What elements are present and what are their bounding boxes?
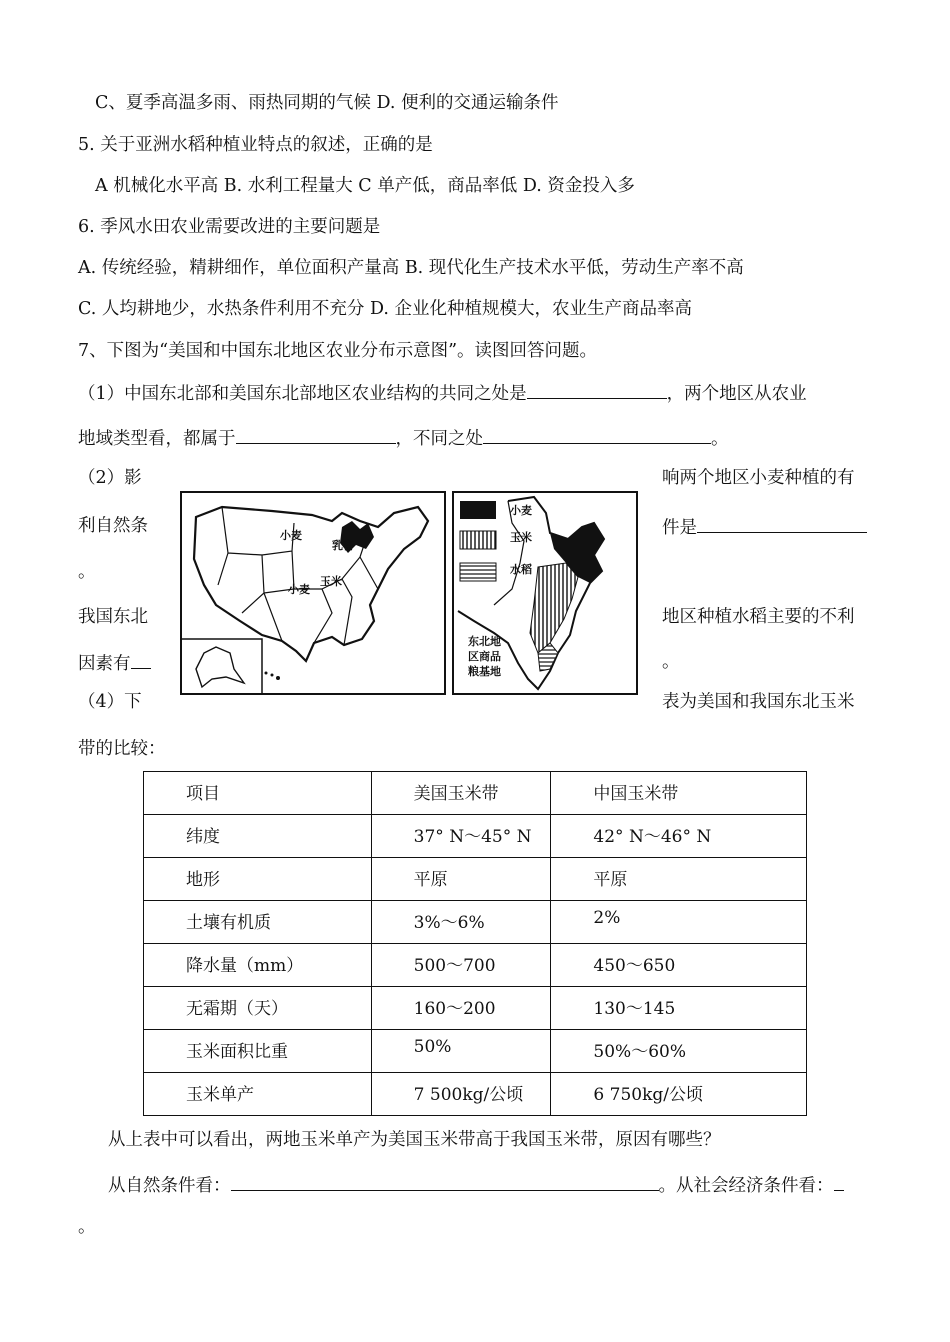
q6-options-ab: A. 传统经验，精耕细作，单位面积产量高 B. 现代化生产技术水平低，劳动生产率不高 <box>78 258 744 278</box>
table-cell: 130～145 <box>551 987 807 1030</box>
table-cell: 平原 <box>551 858 807 901</box>
q7-1-text-d: ，不同之处 <box>395 429 483 449</box>
cn-legend-corn: 玉米 <box>510 531 532 544</box>
table-header-cell: 中国玉米带 <box>551 772 807 815</box>
q7-3-left2-text: 因素有 <box>78 654 131 674</box>
answer-blank-social[interactable] <box>834 1172 844 1191</box>
q7-4-left: （4）下 <box>78 692 142 712</box>
q7-1-line2 <box>78 425 729 451</box>
table-cell: 500～700 <box>371 944 551 987</box>
table-cell: 土壤有机质 <box>144 901 372 944</box>
q7-3-end: 。 <box>662 652 680 672</box>
cn-caption-line3: 粮基地 <box>468 665 501 678</box>
us-label-dairy: 乳畜 <box>332 539 354 552</box>
q7-natural-label: 从自然条件看： <box>108 1176 231 1196</box>
q7-social-label: 。从社会经济条件看： <box>658 1176 834 1196</box>
answer-blank-wheat[interactable] <box>697 514 867 533</box>
q5-stem: 5. 关于亚洲水稻种植业特点的叙述，正确的是 <box>78 135 433 155</box>
q6-options-cd: C. 人均耕地少，水热条件利用不充分 D. 企业化种植规模大，农业生产商品率高 <box>78 299 692 319</box>
us-label-corn: 玉米 <box>320 575 342 588</box>
us-label-wheat-south: 小麦 <box>288 583 310 596</box>
answer-blank-type[interactable] <box>236 425 396 444</box>
table-cell: 地形 <box>144 858 372 901</box>
table-cell: 160～200 <box>371 987 551 1030</box>
table-header-cell: 美国玉米带 <box>371 772 551 815</box>
us-agriculture-map <box>180 491 446 695</box>
q7-4-cont: 带的比较： <box>78 739 166 759</box>
table-row <box>144 944 807 987</box>
q7-2-left2: 利自然条 <box>78 516 148 536</box>
table-row <box>144 815 807 858</box>
q7-3-left: 我国东北 <box>78 607 148 627</box>
q7-2-end: 。 <box>78 562 96 582</box>
table-cell: 7 500kg/公顷 <box>371 1073 551 1116</box>
q7-stem: 7、下图为“美国和中国东北地区农业分布示意图”。读图回答问题。 <box>78 341 598 361</box>
answer-blank-difference[interactable] <box>483 425 711 444</box>
q5-options: A 机械化水平高 B. 水利工程量大 C 单产低，商品率低 D. 资金投入多 <box>95 176 635 196</box>
table-cell: 450～650 <box>551 944 807 987</box>
q4-options-cd: C、夏季高温多雨、雨热同期的气候 D. 便利的交通运输条件 <box>95 93 559 113</box>
table-header-row <box>144 772 807 815</box>
q7-final: 。 <box>78 1217 96 1237</box>
q7-2-right1: 响两个地区小麦种植的有 <box>662 468 855 488</box>
q7-2-right2-text: 件是 <box>662 518 697 538</box>
q7-1-text-c: 地域类型看，都属于 <box>78 429 236 449</box>
table-row <box>144 987 807 1030</box>
table-cell: 玉米单产 <box>144 1073 372 1116</box>
table-cell: 50% <box>371 1030 551 1073</box>
corn-belt-comparison-table <box>143 771 807 1116</box>
q7-1-line1 <box>78 380 807 406</box>
table-cell: 无霜期（天） <box>144 987 372 1030</box>
q7-1-text-b: ，两个地区从农业 <box>666 384 807 404</box>
table-row <box>144 1030 807 1073</box>
q7-1-text-e: 。 <box>711 429 729 449</box>
table-cell: 2% <box>551 901 807 944</box>
q7-1-text-a: （1）中国东北部和美国东北部地区农业结构的共同之处是 <box>78 384 527 404</box>
us-label-wheat-north: 小麦 <box>280 529 302 542</box>
table-cell: 37° N～45° N <box>371 815 551 858</box>
q7-3-right: 地区种植水稻主要的不利 <box>662 607 855 627</box>
q7-3-left2 <box>78 650 151 676</box>
cn-northeast-map <box>452 491 638 695</box>
answer-blank-rice[interactable] <box>131 650 151 669</box>
table-cell: 平原 <box>371 858 551 901</box>
answer-blank-common[interactable] <box>527 380 667 399</box>
table-header-cell: 项目 <box>144 772 372 815</box>
q7-4-right: 表为美国和我国东北玉米 <box>662 692 855 712</box>
cn-caption-line2: 区商品 <box>468 650 501 663</box>
q7-2-left1: （2）影 <box>78 468 142 488</box>
table-cell: 6 750kg/公顷 <box>551 1073 807 1116</box>
q7-followup: 从上表中可以看出，两地玉米单产为美国玉米带高于我国玉米带，原因有哪些？ <box>108 1130 721 1150</box>
cn-legend-rice: 水稻 <box>510 563 532 576</box>
table-row <box>144 1073 807 1116</box>
table-cell: 42° N～46° N <box>551 815 807 858</box>
table-cell: 50%～60% <box>551 1030 807 1073</box>
q7-2-right2 <box>662 514 867 540</box>
table-cell: 玉米面积比重 <box>144 1030 372 1073</box>
table-row <box>144 858 807 901</box>
table-cell: 纬度 <box>144 815 372 858</box>
q7-natural-social-line <box>108 1172 844 1198</box>
q6-stem: 6. 季风水田农业需要改进的主要问题是 <box>78 217 381 237</box>
table-cell: 3%～6% <box>371 901 551 944</box>
table-row <box>144 901 807 944</box>
cn-caption-line1: 东北地 <box>468 635 501 648</box>
answer-blank-natural[interactable] <box>231 1172 659 1191</box>
us-map-drawing <box>182 493 444 693</box>
table-cell: 降水量（mm） <box>144 944 372 987</box>
cn-legend-wheat: 小麦 <box>510 504 532 517</box>
